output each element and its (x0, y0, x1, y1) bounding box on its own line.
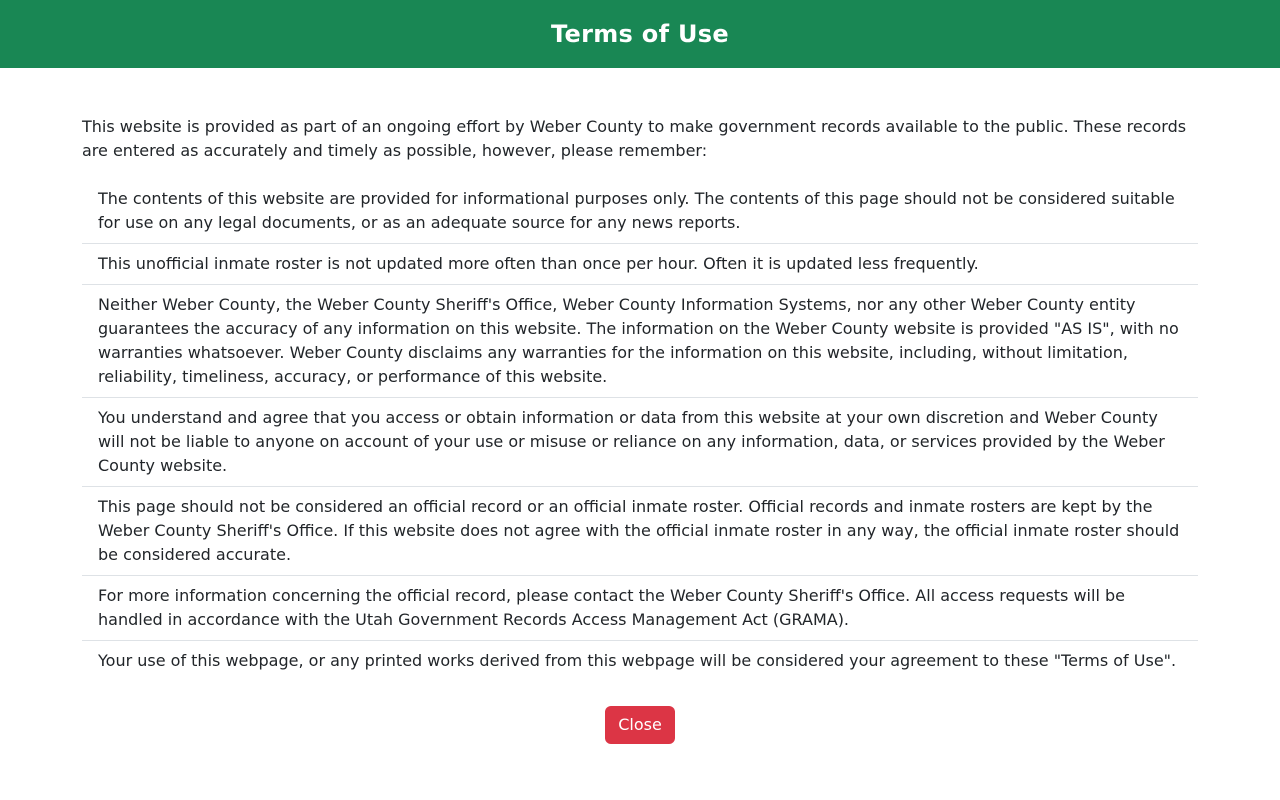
page-title: Terms of Use (551, 20, 729, 48)
term-item: Neither Weber County, the Weber County Sheriff's Office, Weber County Information Systems, nor any other Weber County entity guarantees the accuracy of any information on this website. The information on the Weber County website is provided "AS IS", with no warranties whatsoever. Weber County disclaims any warranties for the information on this website, including, without limitation, reliability, timeliness, accuracy, or performance of this website. (82, 285, 1198, 398)
terms-list (82, 187, 1198, 681)
close-button[interactable]: Close (605, 706, 675, 744)
term-item: You understand and agree that you access or obtain information or data from this website at your own discretion and Weber County will not be liable to anyone on account of your use or misuse or reliance on any information, data, or services provided by the Weber County website. (82, 398, 1198, 487)
term-item: This page should not be considered an official record or an official inmate roster. Official records and inmate rosters are kept by the Weber County Sheriff's Office. If this website does not agree with the official inmate roster in any way, the official inmate roster should be considered accurate. (82, 487, 1198, 576)
term-item: This unofficial inmate roster is not updated more often than once per hour. Often it is updated less frequently. (82, 244, 1198, 285)
term-item: The contents of this website are provided for informational purposes only. The contents of this page should not be considered suitable for use on any legal documents, or as an adequate source for any news reports. (82, 187, 1198, 244)
header-bar (0, 0, 1280, 68)
term-item: For more information concerning the official record, please contact the Weber County Sheriff's Office. All access requests will be handled in accordance with the Utah Government Records Access Management Act (GRAMA). (82, 576, 1198, 641)
terms-content (82, 115, 1198, 681)
term-item: Your use of this webpage, or any printed works derived from this webpage will be considered your agreement to these "Terms of Use". (98, 651, 1177, 670)
intro-text: This website is provided as part of an ongoing effort by Weber County to make government records available to the public. These records are entered as accurately and timely as possible, however, please remember: (82, 117, 1187, 160)
